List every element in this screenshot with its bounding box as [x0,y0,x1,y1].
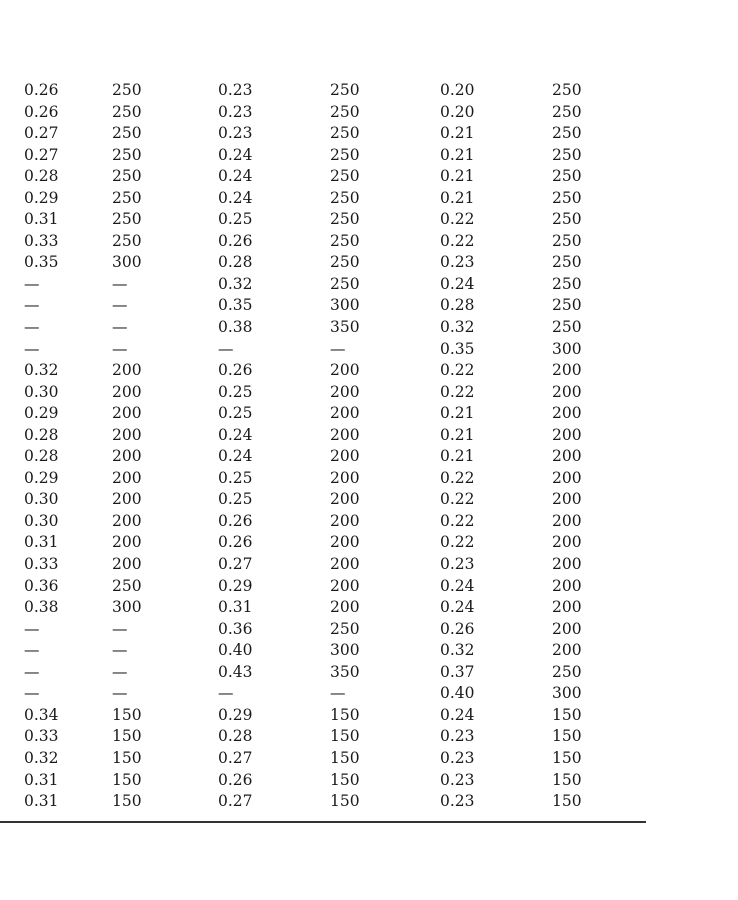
table-cell: 0.23 [440,748,475,767]
table-cell: 0.31 [218,598,253,617]
table-cell: — [330,684,346,703]
table-cell: 150 [112,770,142,789]
table-cell: 0.26 [218,533,253,552]
table-row [0,619,646,641]
table-cell: 0.23 [440,555,475,574]
table-cell: 200 [552,404,582,423]
table-cell: 250 [552,145,582,164]
table-cell: 0.26 [218,770,253,789]
table-cell: 0.36 [24,576,59,595]
table-cell: 0.26 [218,511,253,530]
table-cell: 0.22 [440,468,475,487]
table-cell: 0.24 [218,145,253,164]
table-cell: 250 [112,210,142,229]
table-cell: 250 [112,102,142,121]
table-cell: 250 [330,145,360,164]
table-cell: — [112,296,128,315]
table-cell: 0.32 [440,641,475,660]
table-row [0,576,646,598]
table-cell: 150 [330,748,360,767]
table-cell: 0.34 [24,705,59,724]
table-cell: 0.30 [24,511,59,530]
table-cell: 0.26 [218,361,253,380]
table-cell: 0.28 [24,167,59,186]
table-cell: 0.21 [440,145,475,164]
table-cell: 200 [330,598,360,617]
table-cell: 0.22 [440,231,475,250]
table-cell: — [112,641,128,660]
table-cell: 250 [330,167,360,186]
table-cell: 200 [330,511,360,530]
table-cell: 200 [552,361,582,380]
table-cell: 0.27 [218,555,253,574]
table-cell: 150 [552,770,582,789]
table-cell: 0.21 [440,447,475,466]
table-cell: — [112,662,128,681]
table-cell: 150 [552,727,582,746]
table-cell: 200 [112,533,142,552]
table-cell: 0.31 [24,210,59,229]
table-cell: 0.28 [440,296,475,315]
table-cell: 250 [330,231,360,250]
table-row [0,554,646,576]
table-cell: 0.27 [218,792,253,811]
table-cell: 0.28 [24,425,59,444]
table-cell: 0.21 [440,404,475,423]
table-cell: 0.40 [440,684,475,703]
table-cell: 200 [112,382,142,401]
table-cell: 0.32 [440,318,475,337]
table-cell: 0.29 [24,404,59,423]
table-cell: 200 [112,490,142,509]
table-cell: 250 [552,296,582,315]
table-cell: — [330,339,346,358]
table-cell: 200 [112,555,142,574]
table-cell: 0.36 [218,619,253,638]
table-cell: 150 [330,705,360,724]
table-cell: 250 [112,167,142,186]
table-cell: 0.27 [24,145,59,164]
table-cell: 0.29 [218,576,253,595]
table-cell: 250 [552,231,582,250]
table-cell: — [112,274,128,293]
table-cell: 0.29 [218,705,253,724]
table-row [0,770,646,792]
table-row [0,339,646,361]
table-cell: 200 [552,576,582,595]
table-cell: 0.31 [24,792,59,811]
table-cell: 200 [330,382,360,401]
table-cell: 250 [330,124,360,143]
table-row [0,446,646,468]
table-cell: 0.22 [440,490,475,509]
table-row [0,123,646,145]
table-row [0,726,646,748]
table-row [0,511,646,533]
table-cell: 200 [552,447,582,466]
table-row [0,80,646,102]
table-cell: 250 [112,188,142,207]
table-cell: 0.24 [440,598,475,617]
table-cell: 150 [112,727,142,746]
table-cell: 250 [330,188,360,207]
table-row [0,662,646,684]
table-cell: 0.25 [218,210,253,229]
table-cell: 300 [552,339,582,358]
table-cell: 250 [552,210,582,229]
table-row [0,274,646,296]
table-cell: 0.24 [440,705,475,724]
table-cell: 0.26 [24,81,59,99]
table-cell: 300 [112,253,142,272]
table-cell: 250 [330,102,360,121]
table-cell: 0.37 [440,662,475,681]
table-cell: 200 [330,404,360,423]
table-cell: 0.30 [24,382,59,401]
table-cell: 200 [330,468,360,487]
table-row [0,640,646,662]
table-cell: 0.31 [24,770,59,789]
table-cell: 0.29 [24,188,59,207]
table-cell: 0.25 [218,468,253,487]
table-row [0,231,646,253]
table-cell: 250 [330,253,360,272]
table-row [0,145,646,167]
table-row [0,166,646,188]
table-cell: 0.38 [218,318,253,337]
table-cell: 200 [112,425,142,444]
table-cell: 250 [552,253,582,272]
table-cell: 250 [552,318,582,337]
table-cell: 200 [330,576,360,595]
table-cell: 150 [330,792,360,811]
table-cell: 0.35 [440,339,475,358]
table-cell: 0.24 [218,188,253,207]
table-row [0,705,646,727]
table-cell: 0.25 [218,490,253,509]
table-cell: 250 [112,576,142,595]
table-cell: 200 [112,404,142,423]
table-cell: 0.35 [218,296,253,315]
table-cell: 0.33 [24,231,59,250]
table-cell: 250 [112,145,142,164]
table-cell: 200 [330,490,360,509]
table-cell: 250 [112,81,142,99]
table-cell: 0.24 [218,425,253,444]
table-row [0,317,646,339]
table-cell: 0.27 [24,124,59,143]
table-cell: 200 [552,468,582,487]
table-cell: 0.20 [440,81,475,99]
table-cell: 0.24 [218,447,253,466]
table-cell: 0.24 [440,274,475,293]
table-cell: 250 [330,619,360,638]
table-cell: 200 [330,533,360,552]
table-cell: 0.20 [440,102,475,121]
table-cell: 350 [330,318,360,337]
table-cell: 200 [552,425,582,444]
table-cell: 250 [330,274,360,293]
table-cell: 150 [330,770,360,789]
table-cell: 150 [112,705,142,724]
table-cell: 0.33 [24,555,59,574]
table-cell: 0.22 [440,210,475,229]
table-cell: — [24,619,40,638]
table-cell: 200 [552,555,582,574]
table-cell: 0.23 [440,253,475,272]
table-cell: 200 [330,447,360,466]
table-cell: 200 [112,447,142,466]
table-cell: 250 [112,231,142,250]
table-cell: 0.35 [24,253,59,272]
table-cell: 250 [552,167,582,186]
table-cell: 200 [330,425,360,444]
table-cell: 0.25 [218,404,253,423]
table-cell: 0.33 [24,727,59,746]
table-cell: 250 [330,210,360,229]
table-row [0,489,646,511]
table-cell: — [218,684,234,703]
table-cell: 200 [552,533,582,552]
table-cell: 0.29 [24,468,59,487]
table-cell: 250 [330,81,360,99]
table-cell: 0.21 [440,425,475,444]
table-cell: 250 [552,102,582,121]
table-cell: 200 [552,598,582,617]
table-cell: 150 [552,792,582,811]
table-cell: 0.22 [440,361,475,380]
table-row [0,683,646,705]
table-cell: 350 [330,662,360,681]
table-cell: 0.27 [218,748,253,767]
table-cell: 0.23 [218,124,253,143]
table-cell: 0.22 [440,533,475,552]
table-cell: 150 [552,748,582,767]
table-row [0,102,646,124]
table-cell: 250 [552,662,582,681]
table-cell: 0.25 [218,382,253,401]
table-cell: — [112,619,128,638]
table-row [0,791,646,813]
table-cell: 150 [112,748,142,767]
table-cell: 0.23 [218,81,253,99]
table-cell: 0.26 [440,619,475,638]
table-cell: 0.30 [24,490,59,509]
table-cell: 250 [552,274,582,293]
table-cell: 0.22 [440,382,475,401]
table-cell: 0.23 [440,770,475,789]
table-cell: 0.21 [440,124,475,143]
table-cell: 250 [552,188,582,207]
table-cell: — [112,339,128,358]
table-cell: — [24,684,40,703]
table-cell: 200 [112,361,142,380]
table-cell: 0.32 [24,361,59,380]
table-cell: 0.31 [24,533,59,552]
table-cell: 0.43 [218,662,253,681]
table-cell: — [218,339,234,358]
table-cell: 0.28 [218,727,253,746]
table-cell: 150 [112,792,142,811]
table-cell: 0.40 [218,641,253,660]
table-cell: 200 [552,619,582,638]
table-cell: 250 [552,81,582,99]
table-cell: 0.28 [24,447,59,466]
table-cell: 200 [552,641,582,660]
table-cell: 0.23 [440,792,475,811]
data-table [0,80,646,813]
table-bottom-rule [0,821,646,823]
table-cell: 200 [112,511,142,530]
table-cell: — [112,684,128,703]
table-cell: 0.26 [24,102,59,121]
table-cell: 200 [552,511,582,530]
table-cell: — [24,296,40,315]
table-row [0,468,646,490]
table-cell: 0.24 [440,576,475,595]
table-cell: 0.22 [440,511,475,530]
table-cell: 200 [552,382,582,401]
table-cell: 250 [552,124,582,143]
table-row [0,188,646,210]
table-cell: 200 [330,555,360,574]
table-cell: 0.21 [440,167,475,186]
table-row [0,597,646,619]
table-cell: 0.23 [218,102,253,121]
table-cell: 300 [330,641,360,660]
table-row [0,403,646,425]
table-row [0,425,646,447]
table-row [0,382,646,404]
data-table-container [0,80,646,813]
table-cell: 250 [112,124,142,143]
table-cell: 0.38 [24,598,59,617]
table-row [0,252,646,274]
table-row [0,532,646,554]
table-cell: 0.28 [218,253,253,272]
table-cell: 0.23 [440,727,475,746]
table-cell: 300 [330,296,360,315]
table-cell: 0.32 [24,748,59,767]
table-cell: 200 [112,468,142,487]
table-cell: 150 [330,727,360,746]
table-cell: — [24,274,40,293]
table-row [0,295,646,317]
table-cell: 0.21 [440,188,475,207]
table-cell: 200 [552,490,582,509]
table-cell: 200 [330,361,360,380]
table-cell: 0.24 [218,167,253,186]
table-cell: 300 [112,598,142,617]
table-cell: — [24,318,40,337]
table-body [0,80,646,813]
table-cell: — [24,339,40,358]
table-cell: — [24,662,40,681]
table-row [0,209,646,231]
table-cell: — [24,641,40,660]
table-row [0,360,646,382]
table-cell: 300 [552,684,582,703]
table-cell: 0.32 [218,274,253,293]
table-cell: 0.26 [218,231,253,250]
table-cell: — [112,318,128,337]
table-row [0,748,646,770]
table-cell: 150 [552,705,582,724]
